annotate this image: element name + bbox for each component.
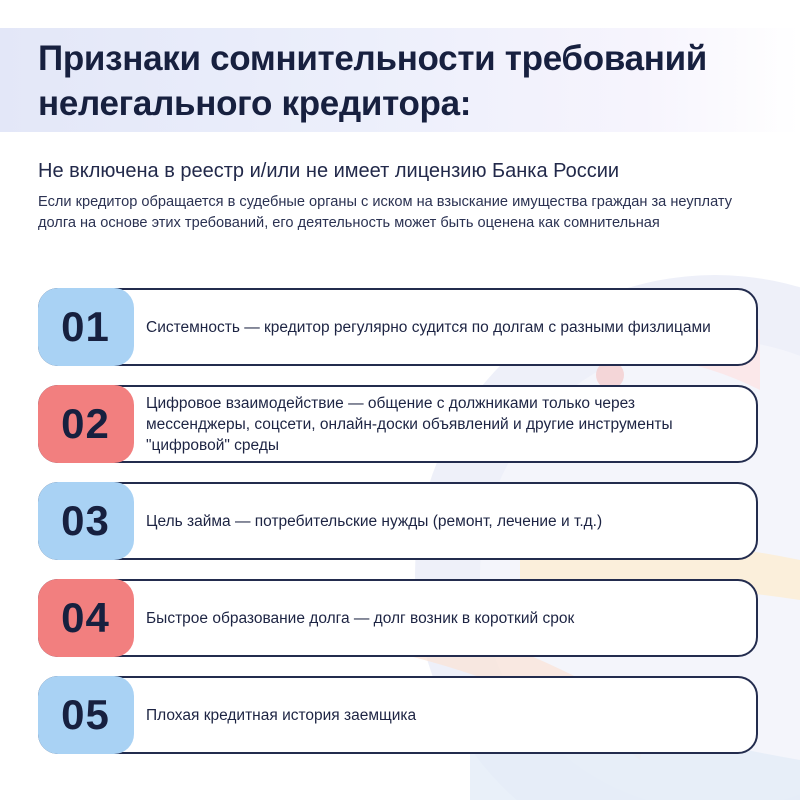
sign-text: Системность — кредитор регулярно судится по долгам с разными физлицами	[146, 318, 711, 336]
sign-card-4	[38, 579, 758, 657]
page-title: Признаки сомнительности требований нелегального кредитора:	[38, 39, 708, 123]
sign-text: Цифровое взаимодействие — общение с должниками только через мессенджеры, соцсети, онлайн-доски объявлений и другие инструменты "цифровой" среды	[146, 394, 673, 454]
sign-number-badge: 01	[38, 288, 134, 366]
sign-text: Цель займа — потребительские нужды (ремонт, лечение и т.д.)	[146, 512, 603, 530]
sign-card-5	[38, 676, 758, 754]
sign-card-3	[38, 482, 758, 560]
sign-text: Быстрое образование долга — долг возник в короткий срок	[146, 609, 575, 627]
subtitle: Не включена в реестр и/или не имеет лицензию Банка России	[38, 160, 620, 182]
sign-number-badge: 05	[38, 676, 134, 754]
sign-text: Плохая кредитная история заемщика	[146, 706, 417, 724]
sign-card-1	[38, 288, 758, 366]
sign-number-badge: 02	[38, 385, 134, 463]
sign-card-2	[38, 385, 758, 463]
sign-number-badge: 04	[38, 579, 134, 657]
description: Если кредитор обращается в судебные органы с иском на взыскание имущества граждан за неуплату долга на основе этих требований, его деятельность может быть оценена как сомнительная	[38, 194, 733, 231]
sign-number-badge: 03	[38, 482, 134, 560]
